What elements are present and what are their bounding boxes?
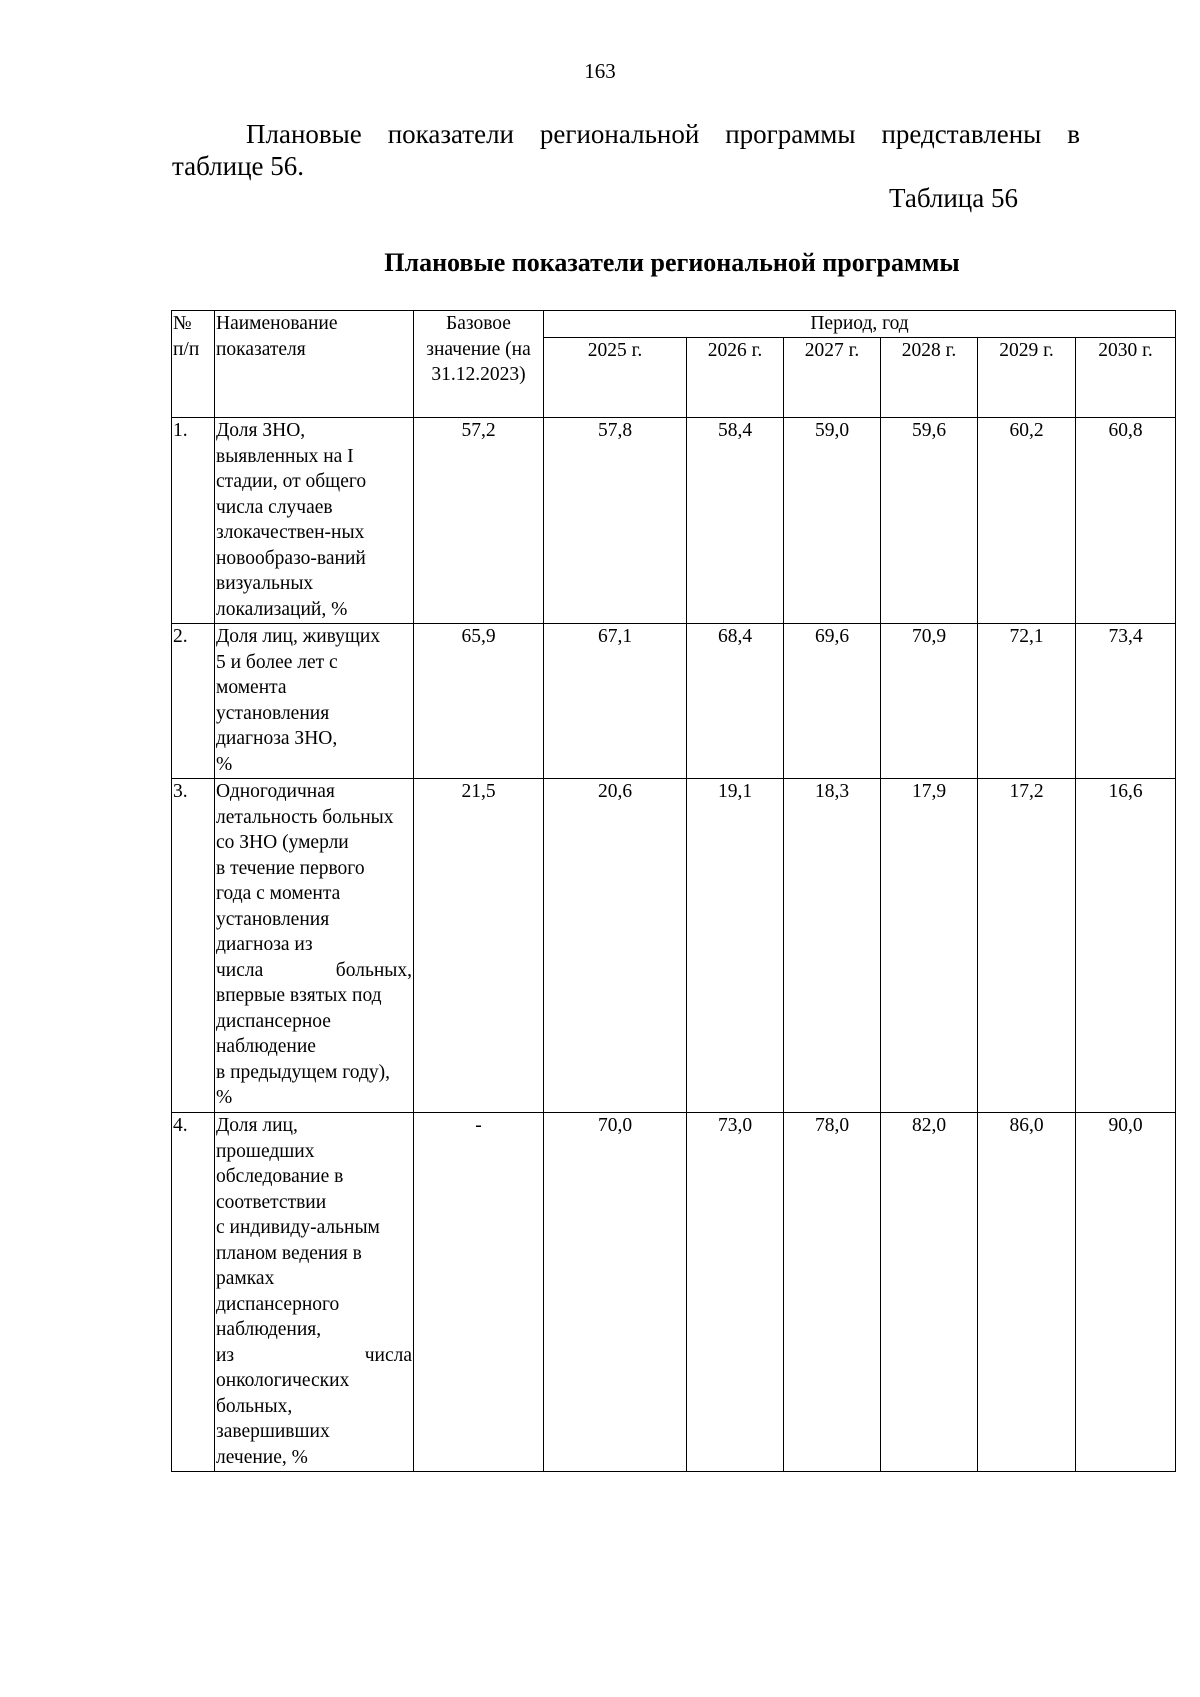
year-value: 57,8: [544, 418, 687, 624]
year-value: 59,6: [881, 418, 978, 624]
year-value: 73,4: [1076, 624, 1176, 779]
year-value: 58,4: [687, 418, 784, 624]
header-name: [215, 311, 414, 418]
header-period: Период, год: [544, 311, 1176, 338]
table-row: [172, 779, 1176, 1113]
indicator-name-line: установления: [216, 702, 330, 724]
year-value: 67,1: [544, 624, 687, 779]
indicator-name-line: Доля ЗНО,: [216, 420, 306, 441]
header-name-line: показателя: [216, 338, 306, 360]
year-value: 19,1: [687, 779, 784, 1113]
row-number: 4.: [172, 1113, 215, 1472]
indicator-name-line: Доля лиц,: [216, 1115, 298, 1136]
header-name-line: Наименование: [216, 313, 338, 334]
header-row-1: [172, 311, 1176, 338]
header-base-line: 31.12.2023): [431, 364, 526, 385]
header-year: 2029 г.: [978, 338, 1076, 418]
row-number: 2.: [172, 624, 215, 779]
year-value: 16,6: [1076, 779, 1176, 1113]
year-value: 20,6: [544, 779, 687, 1113]
indicator-name-line: визуальных: [216, 573, 314, 594]
indicator-name-line: планом ведения в: [216, 1242, 362, 1264]
indicator-name-line: завершивших: [216, 1421, 330, 1442]
indicator-name-line: Доля лиц, живущих: [216, 626, 381, 647]
table-row: [172, 624, 1176, 779]
year-value: 90,0: [1076, 1113, 1176, 1472]
table-row: [172, 418, 1176, 624]
indicators-table: [171, 310, 1176, 1472]
header-base: [414, 311, 544, 418]
row-number: 1.: [172, 418, 215, 624]
year-value: 70,9: [881, 624, 978, 779]
indicator-name-line: диагноза из: [216, 934, 313, 955]
indicator-name-line: со ЗНО (умерли: [216, 832, 349, 853]
indicator-name-line: диагноза ЗНО,: [216, 728, 338, 749]
year-value: 69,6: [784, 624, 881, 779]
indicator-name-line: соответствии: [216, 1191, 327, 1213]
row-number: 3.: [172, 779, 215, 1113]
year-value: 73,0: [687, 1113, 784, 1472]
indicator-name: [215, 418, 414, 624]
table-row: [172, 1113, 1176, 1472]
indicator-name-line: числа больных,: [216, 959, 412, 981]
indicator-name-line: из числа: [216, 1344, 412, 1366]
indicator-name-line: года с момента: [216, 883, 341, 904]
base-value: 21,5: [414, 779, 544, 1113]
year-value: 59,0: [784, 418, 881, 624]
indicator-name-line: злокачествен-ных: [216, 522, 365, 543]
indicator-name-line: с индивиду-альным: [216, 1217, 380, 1238]
intro-paragraph: Плановые показатели региональной программы представлены в таблице 56.: [172, 119, 1080, 181]
indicator-name-line: диспансерное: [216, 1010, 331, 1032]
year-value: 17,2: [978, 779, 1076, 1113]
indicator-name-line: рамках: [216, 1268, 275, 1289]
indicator-name: [215, 779, 414, 1113]
table-label: Таблица 56: [889, 183, 1018, 213]
year-value: 60,8: [1076, 418, 1176, 624]
year-value: 72,1: [978, 624, 1076, 779]
indicator-name-line: прошедших: [216, 1140, 315, 1162]
indicator-name-line: больных,: [216, 1395, 293, 1417]
year-value: 60,2: [978, 418, 1076, 624]
header-year: 2027 г.: [784, 338, 881, 418]
indicator-name-line: онкологических: [216, 1370, 350, 1391]
indicator-name-line: наблюдения,: [216, 1319, 322, 1340]
header-num: [172, 311, 215, 418]
indicator-name-line: момента: [216, 677, 287, 698]
page-number: 163: [584, 59, 616, 83]
year-value: 17,9: [881, 779, 978, 1113]
year-value: 86,0: [978, 1113, 1076, 1472]
indicator-name-line: выявленных на I: [216, 445, 354, 467]
header-base-line: Базовое: [446, 313, 511, 334]
base-value: 57,2: [414, 418, 544, 624]
year-value: 82,0: [881, 1113, 978, 1472]
header-year: 2025 г.: [544, 338, 687, 418]
year-value: 78,0: [784, 1113, 881, 1472]
header-base-line: значение (на: [426, 338, 531, 360]
indicator-name-line: %: [216, 1087, 233, 1108]
indicator-name-line: локализаций, %: [216, 598, 348, 620]
base-value: -: [414, 1113, 544, 1472]
indicator-name: [215, 624, 414, 779]
indicator-name-line: Одногодичная: [216, 781, 335, 802]
year-value: 18,3: [784, 779, 881, 1113]
indicator-name-line: %: [216, 753, 233, 775]
indicator-name-line: стадии, от общего: [216, 471, 367, 492]
indicator-name-line: наблюдение: [216, 1036, 316, 1057]
indicator-name-line: летальность больных: [216, 806, 394, 828]
indicator-name-line: 5 и более лет с: [216, 651, 338, 673]
header-year: 2026 г.: [687, 338, 784, 418]
indicator-name-line: диспансерного: [216, 1293, 340, 1315]
year-value: 70,0: [544, 1113, 687, 1472]
year-value: 68,4: [687, 624, 784, 779]
indicator-name: [215, 1113, 414, 1472]
indicator-name-line: установления: [216, 908, 330, 930]
header-num-line: п/п: [173, 338, 200, 360]
table-title: Плановые показатели региональной программы: [384, 248, 960, 277]
header-num-line: №: [173, 313, 192, 334]
indicator-name-line: впервые взятых под: [216, 985, 382, 1006]
indicator-name-line: числа случаев: [216, 496, 333, 518]
base-value: 65,9: [414, 624, 544, 779]
header-year: 2030 г.: [1076, 338, 1176, 418]
indicator-name-line: новообразо-ваний: [216, 547, 366, 569]
indicator-name-line: в течение первого: [216, 857, 365, 879]
indicator-name-line: в предыдущем году),: [216, 1061, 390, 1083]
header-year: 2028 г.: [881, 338, 978, 418]
indicator-name-line: лечение, %: [216, 1446, 308, 1468]
indicator-name-line: обследование в: [216, 1166, 344, 1187]
